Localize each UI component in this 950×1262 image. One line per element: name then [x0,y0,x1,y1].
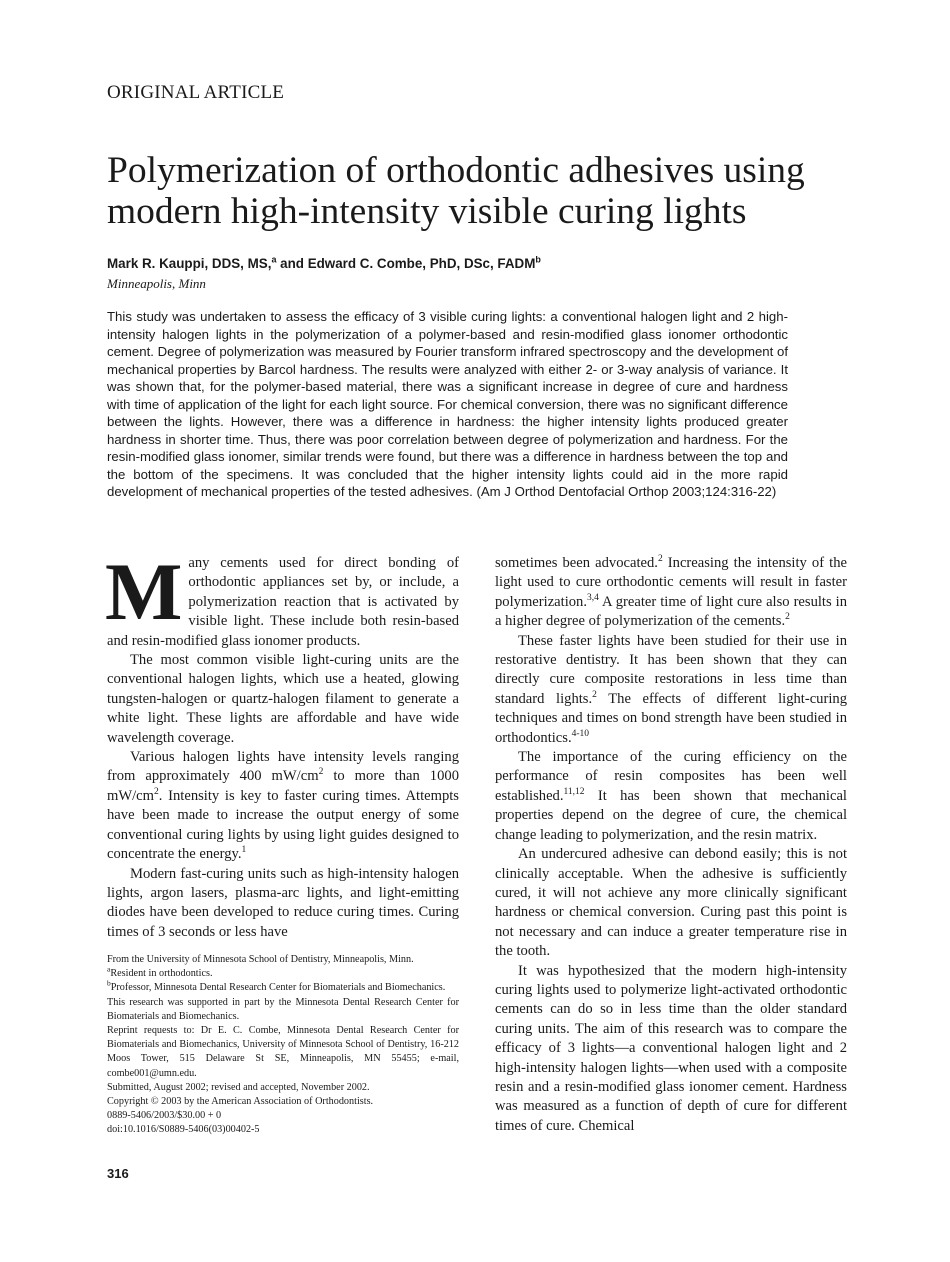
body-column-right [495,554,847,1136]
footnote-reprint: Reprint requests to: Dr E. C. Combe, Minnesota Dental Research Center for Biomaterials and Biomechanics, University of Minnesota School of Dentistry, 16-212 Moos Tower, 515 Delaware St SE, Minneapolis, MN 55455; e-mail, combe001@umn.edu. [107,1025,459,1079]
section-label: ORIGINAL ARTICLE [107,82,285,103]
paragraph-intro-text: any cements used for direct bonding of orthodontic appliances set by, or include, a polymerization reaction that is activated by visible light. These include both resin-based and resin-modified glass ionomer products. [107,555,459,649]
footnote-submitted: Submitted, August 2002; revised and accepted, November 2002. [107,1081,370,1093]
author-1: Mark R. Kauppi, DDS, MS, [107,256,272,271]
footnote-doi: doi:10.1016/S0889-5406(03)00402-5 [107,1124,260,1136]
paragraph-hypothesis: It was hypothesized that the modern high-intensity curing lights used to polymerize light-activated orthodontic cements can do so in less time than the older standard curing units. The aim of this research was to compare the efficacy of 3 lights—a conventional halogen light and 2 high-intensity halogen lights—when used with a composite resin and a resin-modified glass ionomer cement. Hardness was measured as a function of depth of cure for different times of cure. Chemical [495,962,847,1134]
paragraph-intro [105,546,459,651]
paragraph-halogen-lights: The most common visible light-curing units are the conventional halogen lights, which use a heated, glowing tungsten-halogen or quartz-halogen filament to generate a white light. These lights are affordable and have wide wavelength coverage. [107,652,459,746]
paragraph-restorative-dentistry: These faster lights have been studied for their use in restorative dentistry. It has been shown that they can directly cure composite restorations in less time than standard lights.$^2$ The effects of different light-curing techniques and times on bond strength have been studied in orthodontics.$^{4-10}$ [495,632,847,746]
paragraph-undercured-adhesive: An undercured adhesive can debond easily; this is not clinically acceptable. When the adhesive is sufficiently cured, it will not achieve any more clinically significant hardness or chemical conversion. Curing past this point is not necessary and can induce a greater temperature rise in the tooth. [495,846,847,960]
footnote-issn: 0889-5406/2003/$30.00 + 0 [107,1110,222,1122]
paragraph-fast-curing-units: Modern fast-curing units such as high-intensity halogen lights, argon lasers, plasma-arc lights, and light-emitting diodes have been developed to reduce curing times. Curing times of 3 seconds or less have [107,865,459,940]
drop-cap: M [105,546,183,637]
abstract: This study was undertaken to assess the efficacy of 3 visible curing lights: a conventional halogen light and 2 high-intensity halogen lights in the polymerization of a polymer-based and resin-modified glass ionomer orthodontic cement. Degree of polymerization was measured by Fourier transform infrared spectroscopy and the development of mechanical properties by Barcol hardness. The results were analyzed with either 2- or 3-way analysis of variance. It was shown that, for the polymer-based material, there was a significant increase in degree of cure and hardness with time of application of the light for each light source. For chemical conversion, there was no significant difference between the lights. However, there was a difference in hardness: the higher intensity lights produced greater hardness in shorter time. Thus, there was poor correlation between degree of polymerization and hardness. For the resin-modified glass ionomer, similar trends were found, but there was a difference in hardness between the top and the bottom of the specimens. It was concluded that the higher intensity lights could aid in the more rapid development of mechanical properties of the tested adhesives. (Am J Orthod Dentofacial Orthop 2003;124:316-22) [107,309,788,499]
footnote-a: $^a$Resident in orthodontics. [107,964,213,980]
footnote-b: $^b$Professor, Minnesota Dental Research Center for Biomaterials and Biomechanics. [107,979,446,994]
footnote-support: This research was supported in part by the Minnesota Dental Research Center for Biomaterials and Biomechanics. [107,996,459,1022]
article-title: Polymerization of orthodontic adhesives using modern high-intensity visible curing lights [107,150,805,232]
paragraph-curing-efficiency: The importance of the curing efficiency on the performance of resin composites has been well established.$^{11,12}$ It has been shown that mechanical properties depend on the degree of cure, the chemical change leading to polymerization, and the resin matrix. [495,749,847,843]
author-1-affil-marker: a [271,254,277,265]
footnotes [107,953,459,1138]
author-line [107,256,541,271]
body-column-left [105,546,459,942]
citation-marker: 1 [241,845,247,856]
footnote-affiliation: From the University of Minnesota School of Dentistry, Minneapolis, Minn. [107,954,414,965]
page-number: 316 [107,1166,129,1181]
author-location: Minneapolis, Minn [107,276,206,291]
footnote-copyright: Copyright © 2003 by the American Association of Orthodontists. [107,1096,374,1108]
paragraph-continued: sometimes been advocated.$^2$ Increasing the intensity of the light used to cure orthodontic cements will result in faster polymerization.$^{3,4}$ A greater time of light cure also results in a higher degree of polymerization of the cements.$^2$ [495,554,847,630]
paragraph-intensity-levels: Various halogen lights have intensity levels ranging from approximately 400 $mW/cm^2$ to more than 1000 $mW/cm^2$. Intensity is key to faster curing times. Attempts have been made to increase the output energy of some conventional curing lights by using light guides designed to concentrate the energy.$^1$ [107,749,459,863]
author-2: and Edward C. Combe, PhD, DSc, FADM [276,256,536,271]
author-2-affil-marker: b [535,254,541,265]
